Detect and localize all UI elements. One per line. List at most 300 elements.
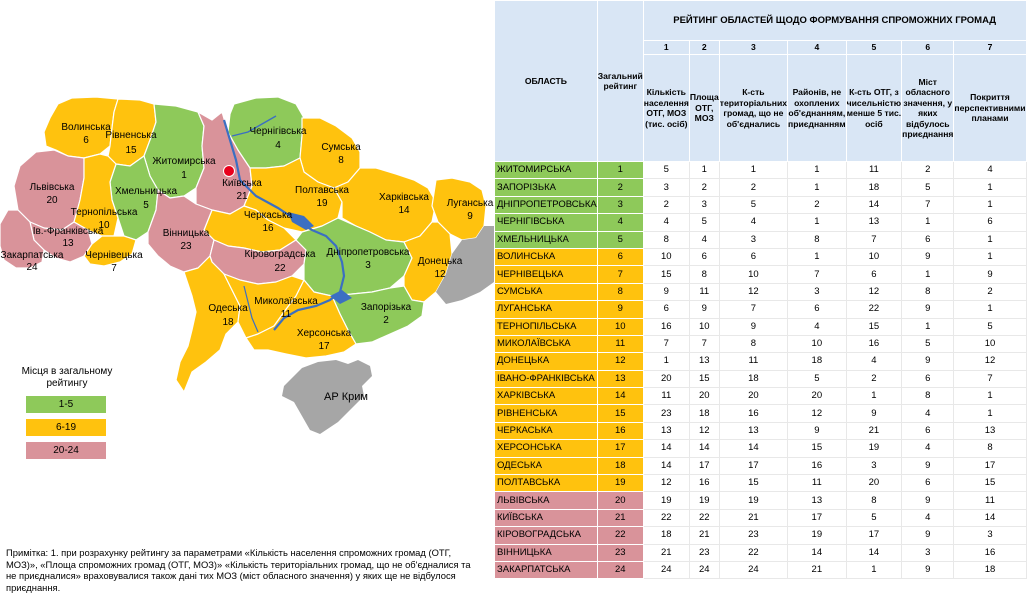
criterion-value-cell: 2 — [954, 283, 1026, 300]
criterion-value-cell: 16 — [719, 405, 787, 422]
criterion-value-cell: 5 — [689, 214, 719, 231]
criterion-value-cell: 8 — [954, 440, 1026, 457]
criterion-value-cell: 8 — [689, 266, 719, 283]
table-row — [495, 509, 1027, 526]
overall-rank-cell: 23 — [597, 544, 643, 561]
criterion-value-cell: 9 — [788, 422, 847, 439]
criterion-value-cell: 20 — [643, 370, 689, 387]
column-number: 2 — [689, 41, 719, 55]
criterion-value-cell: 15 — [719, 475, 787, 492]
criterion-value-cell: 9 — [954, 266, 1026, 283]
criterion-value-cell: 7 — [902, 196, 954, 213]
legend-title: Місця в загальному рейтингу — [21, 366, 113, 389]
region-rank-label: 2 — [383, 315, 389, 326]
region-name-label: Кіровоградська — [244, 249, 316, 260]
overall-rank-cell: 7 — [597, 266, 643, 283]
overall-rank-cell: 13 — [597, 370, 643, 387]
criterion-value-cell: 23 — [689, 544, 719, 561]
criterion-value-cell: 6 — [954, 214, 1026, 231]
criterion-value-cell: 14 — [643, 440, 689, 457]
criterion-value-cell: 5 — [846, 509, 901, 526]
oblast-cell: ВІННИЦЬКА — [495, 544, 598, 561]
criterion-value-cell: 14 — [788, 544, 847, 561]
criterion-value-cell: 16 — [643, 318, 689, 335]
region-name-label: Рівненська — [105, 130, 157, 141]
legend-item: 20-24 — [26, 442, 106, 459]
criterion-value-cell: 21 — [643, 544, 689, 561]
criterion-value-cell: 4 — [846, 353, 901, 370]
oblast-cell: ХМЕЛЬНИЦЬКА — [495, 231, 598, 248]
overall-rank-cell: 16 — [597, 422, 643, 439]
criterion-value-cell: 18 — [788, 353, 847, 370]
criterion-value-cell: 7 — [788, 266, 847, 283]
criterion-value-cell: 22 — [846, 301, 901, 318]
criterion-value-cell: 1 — [643, 353, 689, 370]
criterion-value-cell: 15 — [643, 266, 689, 283]
criterion-value-cell: 8 — [846, 492, 901, 509]
criterion-value-cell: 6 — [719, 248, 787, 265]
region-rank-label: 6 — [83, 135, 89, 146]
table-row — [495, 318, 1027, 335]
criterion-value-cell: 22 — [643, 509, 689, 526]
region-rank-label: 22 — [274, 263, 286, 274]
criterion-value-cell: 20 — [689, 388, 719, 405]
overall-rank-cell: 6 — [597, 248, 643, 265]
region-rank-label: 15 — [125, 145, 137, 156]
table-row — [495, 162, 1027, 179]
criterion-value-cell: 10 — [954, 335, 1026, 352]
overall-rank-cell: 12 — [597, 353, 643, 370]
criterion-value-cell: 19 — [689, 492, 719, 509]
crimea-label: АР Крим — [324, 391, 368, 403]
criterion-value-cell: 1 — [902, 214, 954, 231]
criterion-value-cell: 6 — [846, 266, 901, 283]
criterion-value-cell: 2 — [788, 196, 847, 213]
table-row — [495, 353, 1027, 370]
overall-rank-cell: 5 — [597, 231, 643, 248]
criterion-value-cell: 1 — [846, 388, 901, 405]
footnote: Примітка: 1. при розрахунку рейтингу за параметрами «Кількість населення спроможних громад (ОТГ, МОЗ)», «Площа спроможних громад (ОТГ, МОЗ)» «Кількість територіальних громад, що не об'єдналися та не приєдналися» враховувалися також дані тих МОЗ (міст обласного значення) у яких ще не відбулося приєднання. — [6, 547, 471, 593]
region-name-label: Херсонська — [296, 328, 352, 339]
criterion-value-cell: 17 — [846, 527, 901, 544]
criterion-value-cell: 23 — [643, 405, 689, 422]
table-row — [495, 422, 1027, 439]
criterion-value-cell: 1 — [788, 214, 847, 231]
region-rank-label: 17 — [318, 341, 330, 352]
criterion-value-cell: 13 — [788, 492, 847, 509]
criterion-value-cell: 19 — [788, 527, 847, 544]
region-rank-label: 18 — [222, 317, 234, 328]
criterion-value-cell: 10 — [689, 318, 719, 335]
criterion-value-cell: 7 — [689, 335, 719, 352]
criterion-value-cell: 4 — [643, 214, 689, 231]
region-name-label: Житомирська — [152, 156, 216, 167]
region-name-label: Дніпропетровська — [326, 247, 410, 258]
criterion-value-cell: 17 — [719, 457, 787, 474]
column-number: 3 — [719, 41, 787, 55]
region-name-label: Львівська — [29, 182, 75, 193]
criterion-value-cell: 14 — [689, 440, 719, 457]
criterion-value-cell: 1 — [954, 388, 1026, 405]
oblast-cell: ЛУГАНСЬКА — [495, 301, 598, 318]
oblast-cell: МИКОЛАЇВСЬКА — [495, 335, 598, 352]
criterion-value-cell: 3 — [954, 527, 1026, 544]
criterion-value-cell: 18 — [719, 370, 787, 387]
criterion-value-cell: 7 — [719, 301, 787, 318]
overall-rank-cell: 22 — [597, 527, 643, 544]
overall-rank-cell: 10 — [597, 318, 643, 335]
criterion-value-cell: 1 — [788, 248, 847, 265]
criterion-value-cell: 4 — [902, 509, 954, 526]
criterion-value-cell: 14 — [954, 509, 1026, 526]
criterion-value-cell: 18 — [846, 179, 901, 196]
criterion-value-cell: 4 — [902, 440, 954, 457]
overall-rank-cell: 15 — [597, 405, 643, 422]
kyiv-city-dot — [224, 166, 235, 177]
oblast-cell: ЖИТОМИРСЬКА — [495, 162, 598, 179]
criterion-value-cell: 1 — [954, 179, 1026, 196]
column-header-oblast: ОБЛАСТЬ — [495, 1, 598, 162]
criterion-value-cell: 13 — [719, 422, 787, 439]
column-number: 5 — [846, 41, 901, 55]
overall-rank-cell: 9 — [597, 301, 643, 318]
criterion-value-cell: 20 — [788, 388, 847, 405]
criterion-value-cell: 11 — [788, 475, 847, 492]
region-name-label: Вінницька — [162, 228, 210, 239]
criterion-value-cell: 9 — [689, 301, 719, 318]
criterion-value-cell: 19 — [719, 492, 787, 509]
table-row — [495, 214, 1027, 231]
column-number: 7 — [954, 41, 1026, 55]
oblast-cell: КІРОВОГРАДСЬКА — [495, 527, 598, 544]
criterion-value-cell: 1 — [719, 162, 787, 179]
criterion-value-cell: 21 — [788, 561, 847, 578]
criterion-value-cell: 13 — [954, 422, 1026, 439]
criterion-value-cell: 14 — [846, 196, 901, 213]
table-row — [495, 370, 1027, 387]
criterion-value-cell: 23 — [719, 527, 787, 544]
criterion-value-cell: 2 — [846, 370, 901, 387]
region-name-label: Закарпатська — [0, 250, 64, 261]
criterion-value-cell: 1 — [902, 318, 954, 335]
region-rank-label: 19 — [316, 198, 328, 209]
criterion-value-cell: 9 — [719, 318, 787, 335]
criterion-value-cell: 3 — [643, 179, 689, 196]
column-header-criterion: Площа ОТГ, МОЗ — [689, 55, 719, 162]
criterion-value-cell: 1 — [902, 266, 954, 283]
column-header-criterion: Міст обласного значення, у яких відбулось приєднання — [902, 55, 954, 162]
table-row — [495, 457, 1027, 474]
criterion-value-cell: 21 — [846, 422, 901, 439]
table-row — [495, 544, 1027, 561]
region-rank-label: 9 — [467, 211, 473, 222]
table-row — [495, 475, 1027, 492]
overall-rank-cell: 8 — [597, 283, 643, 300]
overall-rank-cell: 19 — [597, 475, 643, 492]
overall-rank-cell: 21 — [597, 509, 643, 526]
table-row — [495, 301, 1027, 318]
criterion-value-cell: 5 — [788, 370, 847, 387]
criterion-value-cell: 8 — [643, 231, 689, 248]
criterion-value-cell: 9 — [902, 457, 954, 474]
criterion-value-cell: 1 — [788, 162, 847, 179]
oblast-cell: РІВНЕНСЬКА — [495, 405, 598, 422]
criterion-value-cell: 6 — [902, 475, 954, 492]
criterion-value-cell: 11 — [643, 388, 689, 405]
criterion-value-cell: 4 — [902, 405, 954, 422]
criterion-value-cell: 18 — [689, 405, 719, 422]
overall-rank-cell: 17 — [597, 440, 643, 457]
overall-rank-cell: 24 — [597, 561, 643, 578]
criterion-value-cell: 8 — [788, 231, 847, 248]
criterion-value-cell: 4 — [788, 318, 847, 335]
criterion-value-cell: 9 — [902, 527, 954, 544]
region-name-label: Київська — [222, 178, 262, 189]
criterion-value-cell: 21 — [719, 509, 787, 526]
region-name-label: Тернопільська — [70, 207, 138, 218]
region-name-label: Сумська — [321, 142, 361, 153]
ranking-table — [494, 0, 1027, 579]
region-rank-label: 7 — [111, 263, 117, 274]
region-name-label: Луганська — [446, 198, 494, 209]
criterion-value-cell: 6 — [788, 301, 847, 318]
table-row — [495, 492, 1027, 509]
criterion-value-cell: 24 — [643, 561, 689, 578]
table-row — [495, 405, 1027, 422]
criterion-value-cell: 2 — [643, 196, 689, 213]
region-rank-label: 23 — [180, 241, 192, 252]
criterion-value-cell: 8 — [902, 388, 954, 405]
oblast-cell: КИЇВСЬКА — [495, 509, 598, 526]
region-rank-label: 20 — [46, 195, 58, 206]
criterion-value-cell: 17 — [689, 457, 719, 474]
criterion-value-cell: 3 — [719, 231, 787, 248]
criterion-value-cell: 5 — [902, 335, 954, 352]
oblast-cell: ОДЕСЬКА — [495, 457, 598, 474]
criterion-value-cell: 14 — [719, 440, 787, 457]
criterion-value-cell: 9 — [643, 283, 689, 300]
criterion-value-cell: 1 — [788, 179, 847, 196]
criterion-value-cell: 21 — [689, 527, 719, 544]
column-header-overall: Загальний рейтинг — [597, 1, 643, 162]
region-rank-label: 21 — [236, 191, 248, 202]
oblast-cell: ІВАНО-ФРАНКІВСЬКА — [495, 370, 598, 387]
criterion-value-cell: 6 — [902, 370, 954, 387]
criterion-value-cell: 17 — [788, 509, 847, 526]
criterion-value-cell: 5 — [719, 196, 787, 213]
overall-rank-cell: 1 — [597, 162, 643, 179]
criterion-value-cell: 20 — [719, 388, 787, 405]
region-rank-label: 14 — [398, 205, 410, 216]
oblast-cell: ВОЛИНСЬКА — [495, 248, 598, 265]
criterion-value-cell: 3 — [902, 544, 954, 561]
criterion-value-cell: 6 — [902, 422, 954, 439]
region-rank-label: 11 — [280, 309, 292, 320]
overall-rank-cell: 14 — [597, 388, 643, 405]
column-number: 1 — [643, 41, 689, 55]
table-row — [495, 440, 1027, 457]
criterion-value-cell: 22 — [719, 544, 787, 561]
column-header-criterion: Районів, не охоплених об'єднанням, приєднанням — [788, 55, 847, 162]
criterion-value-cell: 15 — [954, 475, 1026, 492]
column-header-criterion: К-сть територіальних громад, що не об'єднались — [719, 55, 787, 162]
region-name-label: Миколаївська — [254, 296, 318, 307]
column-number: 4 — [788, 41, 847, 55]
criterion-value-cell: 9 — [902, 301, 954, 318]
column-header-criterion: Покриття перспективними планами — [954, 55, 1026, 162]
criterion-value-cell: 18 — [643, 527, 689, 544]
criterion-value-cell: 24 — [689, 561, 719, 578]
oblast-cell: ЧЕРНІВЕЦЬКА — [495, 266, 598, 283]
criterion-value-cell: 1 — [954, 405, 1026, 422]
criterion-value-cell: 18 — [954, 561, 1026, 578]
overall-rank-cell: 4 — [597, 214, 643, 231]
overall-rank-cell: 18 — [597, 457, 643, 474]
criterion-value-cell: 8 — [902, 283, 954, 300]
criterion-value-cell: 1 — [954, 301, 1026, 318]
criterion-value-cell: 4 — [689, 231, 719, 248]
table-row — [495, 231, 1027, 248]
criterion-value-cell: 14 — [643, 457, 689, 474]
criterion-value-cell: 3 — [846, 457, 901, 474]
criterion-value-cell: 19 — [846, 440, 901, 457]
criterion-value-cell: 6 — [643, 301, 689, 318]
criterion-value-cell: 1 — [954, 248, 1026, 265]
region-rank-label: 4 — [275, 140, 281, 151]
legend-item: 6-19 — [26, 419, 106, 436]
region-rank-label: 5 — [143, 200, 149, 211]
region-rank-label: 1 — [181, 170, 187, 181]
table-title: РЕЙТИНГ ОБЛАСТЕЙ ЩОДО ФОРМУВАННЯ СПРОМОЖНИХ ГРОМАД — [643, 1, 1026, 41]
oblast-cell: ЧЕРКАСЬКА — [495, 422, 598, 439]
region-name-label: Чернігівська — [249, 126, 307, 137]
column-number: 6 — [902, 41, 954, 55]
oblast-cell: СУМСЬКА — [495, 283, 598, 300]
oblast-cell: ХЕРСОНСЬКА — [495, 440, 598, 457]
region-name-label: Одеська — [208, 303, 248, 314]
region-name-label: Черкаська — [243, 210, 293, 221]
criterion-value-cell: 13 — [689, 353, 719, 370]
table-row — [495, 196, 1027, 213]
criterion-value-cell: 9 — [902, 353, 954, 370]
table-row — [495, 335, 1027, 352]
criterion-value-cell: 10 — [846, 248, 901, 265]
criterion-value-cell: 7 — [643, 335, 689, 352]
region-name-label: Запорізька — [360, 302, 412, 313]
criterion-value-cell: 12 — [846, 283, 901, 300]
region-rank-label: 8 — [338, 155, 344, 166]
criterion-value-cell: 16 — [954, 544, 1026, 561]
criterion-value-cell: 13 — [846, 214, 901, 231]
criterion-value-cell: 4 — [954, 162, 1026, 179]
criterion-value-cell: 1 — [846, 561, 901, 578]
criterion-value-cell: 17 — [954, 457, 1026, 474]
region-rank-label: 13 — [62, 238, 74, 249]
criterion-value-cell: 12 — [954, 353, 1026, 370]
region-name-label: Волинська — [61, 122, 111, 133]
criterion-value-cell: 14 — [846, 544, 901, 561]
region-name-label: Харківська — [379, 192, 429, 203]
oblast-cell: ДНІПРОПЕТРОВСЬКА — [495, 196, 598, 213]
criterion-value-cell: 11 — [846, 162, 901, 179]
table-row — [495, 179, 1027, 196]
criterion-value-cell: 15 — [846, 318, 901, 335]
table-row — [495, 248, 1027, 265]
overall-rank-cell: 20 — [597, 492, 643, 509]
oblast-cell: ХАРКІВСЬКА — [495, 388, 598, 405]
criterion-value-cell: 22 — [689, 509, 719, 526]
oblast-cell: ЗАКАРПАТСЬКА — [495, 561, 598, 578]
map-legend — [8, 366, 126, 465]
criterion-value-cell: 9 — [902, 561, 954, 578]
oblast-cell: ЗАПОРІЗЬКА — [495, 179, 598, 196]
criterion-value-cell: 9 — [902, 248, 954, 265]
criterion-value-cell: 12 — [643, 475, 689, 492]
criterion-value-cell: 8 — [719, 335, 787, 352]
criterion-value-cell: 12 — [719, 283, 787, 300]
criterion-value-cell: 16 — [689, 475, 719, 492]
criterion-value-cell: 15 — [689, 370, 719, 387]
overall-rank-cell: 2 — [597, 179, 643, 196]
criterion-value-cell: 1 — [954, 231, 1026, 248]
table-row — [495, 283, 1027, 300]
region-name-label: Донецька — [417, 256, 463, 267]
table-row — [495, 527, 1027, 544]
criterion-value-cell: 7 — [954, 370, 1026, 387]
oblast-cell: ТЕРНОПІЛЬСЬКА — [495, 318, 598, 335]
criterion-value-cell: 15 — [788, 440, 847, 457]
criterion-value-cell: 10 — [788, 335, 847, 352]
table-row — [495, 266, 1027, 283]
criterion-value-cell: 3 — [788, 283, 847, 300]
region-rank-label: 10 — [98, 220, 110, 231]
criterion-value-cell: 19 — [643, 492, 689, 509]
region-rank-label: 3 — [365, 260, 371, 271]
criterion-value-cell: 6 — [689, 248, 719, 265]
criterion-value-cell: 11 — [689, 283, 719, 300]
criterion-value-cell: 5 — [902, 179, 954, 196]
region-name-label: Ів.-Франківська — [32, 226, 104, 237]
oblast-cell: ЧЕРНІГІВСЬКА — [495, 214, 598, 231]
criterion-value-cell: 2 — [689, 179, 719, 196]
criterion-value-cell: 9 — [846, 405, 901, 422]
criterion-value-cell: 12 — [788, 405, 847, 422]
oblast-cell: ДОНЕЦЬКА — [495, 353, 598, 370]
criterion-value-cell: 1 — [954, 196, 1026, 213]
criterion-value-cell: 10 — [719, 266, 787, 283]
region-name-label: Полтавська — [295, 185, 349, 196]
criterion-value-cell: 3 — [689, 196, 719, 213]
criterion-value-cell: 6 — [902, 231, 954, 248]
column-header-criterion: Кількість населення ОТГ, МОЗ (тис. осіб) — [643, 55, 689, 162]
criterion-value-cell: 9 — [902, 492, 954, 509]
criterion-value-cell: 12 — [689, 422, 719, 439]
criterion-value-cell: 10 — [643, 248, 689, 265]
criterion-value-cell: 16 — [846, 335, 901, 352]
criterion-value-cell: 11 — [954, 492, 1026, 509]
criterion-value-cell: 4 — [719, 214, 787, 231]
criterion-value-cell: 13 — [643, 422, 689, 439]
region-name-label: Чернівецька — [85, 250, 143, 261]
table-row — [495, 388, 1027, 405]
column-header-criterion: К-сть ОТГ, з чисельністю менше 5 тис. осіб — [846, 55, 901, 162]
legend-item: 1-5 — [26, 396, 106, 413]
criterion-value-cell: 11 — [719, 353, 787, 370]
criterion-value-cell: 24 — [719, 561, 787, 578]
table-row — [495, 561, 1027, 578]
criterion-value-cell: 2 — [719, 179, 787, 196]
region-rank-label: 12 — [434, 269, 446, 280]
